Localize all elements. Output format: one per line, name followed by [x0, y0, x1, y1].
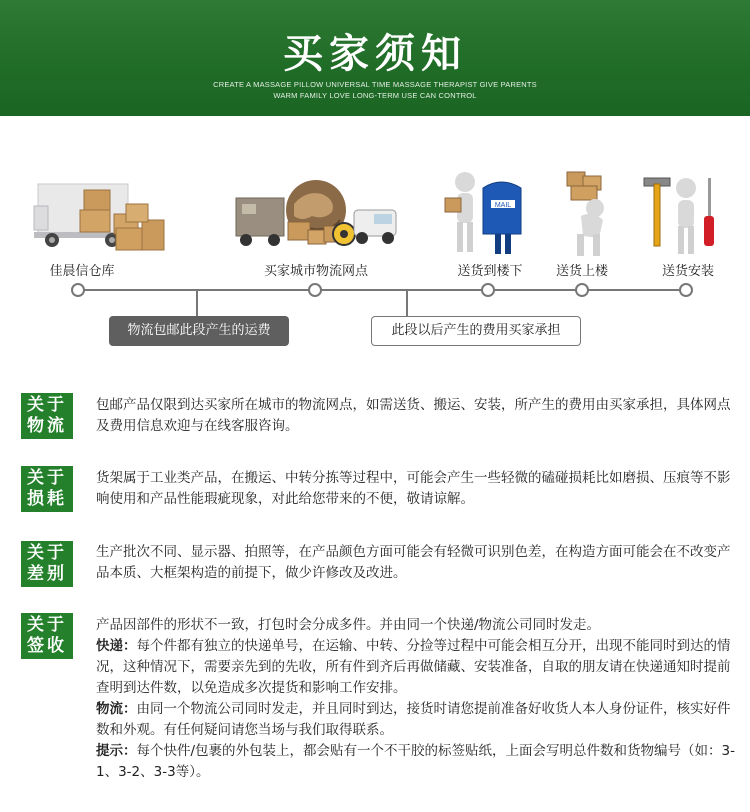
- timeline-dot-upstairs: [575, 283, 589, 297]
- timeline-dot-install: [679, 283, 693, 297]
- badge-signing: [21, 613, 73, 659]
- note-signing-intro: 产品因部件的形状不一致，打包时会分成多件。并由同一个快递/物流公司同时发走。: [96, 617, 601, 633]
- note-difference-text: 生产批次不同、显示器、拍照等，在产品颜色方面可能会有轻微可识别色差，在构造方面可能会在不改变产品本质、大框架构造的前提下，做少许修改及改进。: [96, 544, 731, 581]
- stage-label-warehouse: 佳晨信仓库: [49, 264, 115, 279]
- tip-label: 提示：: [96, 743, 137, 759]
- express-text: 每个件都有独立的快递单号，在运输、中转、分捡等过程中可能会相互分开，出现不能同时到达的情况，这种情况下，需要亲先到的先收，所有件到齐后再做储藏、安装准备，自取的朋友请在快递通知时提前查明到达件数，以免造成多次提货和影响工作安排。: [96, 638, 731, 696]
- badge-top-text: 关于: [27, 395, 67, 415]
- note-difference: [96, 542, 736, 584]
- stage-label-deliver-upstairs: 送货上楼: [555, 264, 608, 279]
- timeline-line: [78, 289, 686, 291]
- note-damage: [96, 468, 736, 510]
- figure-carrying-boxes-icon: [555, 168, 625, 260]
- buyer-pays-callout: 此段以后产生的费用买家承担: [371, 316, 581, 346]
- note-signing-tip: [96, 741, 736, 783]
- stage-label-city-logistics-point: 买家城市物流网点: [263, 264, 368, 279]
- timeline-dot-warehouse: [71, 283, 85, 297]
- stage-label-deliver-downstairs: 送货到楼下: [457, 264, 523, 279]
- note-logistics: [96, 395, 736, 437]
- badge-difference: [21, 541, 73, 587]
- logistics-label: 物流：: [96, 701, 137, 717]
- timeline-dot-city-logistics: [308, 283, 322, 297]
- callout-connector-left: [196, 290, 198, 317]
- banner-subtitle-line1: CREATE A MASSAGE PILLOW UNIVERSAL TIME MASSAGE THERAPIST GIVE PARENTS: [213, 80, 537, 89]
- note-damage-text: 货架属于工业类产品，在搬运、中转分拣等过程中，可能会产生一些轻微的磕碰损耗比如磨损、压痕等不影响使用和产品性能瑕疵现象，对此给您带来的不便，敬请谅解。: [96, 470, 731, 507]
- figure-tools-icon: [640, 170, 720, 260]
- badge-bottom-text: 物流: [27, 416, 67, 436]
- note-logistics-text: 包邮产品仅限到达买家所在城市的物流网点，如需送货、搬运、安装，所产生的费用由买家承担，具体网点及费用信息欢迎与在线客服咨询。: [96, 397, 731, 434]
- free-shipping-callout: 物流包邮此段产生的运费: [109, 316, 289, 346]
- badge-bottom-text: 损耗: [27, 489, 67, 509]
- badge-damage: [21, 466, 73, 512]
- express-label: 快递：: [96, 638, 137, 654]
- tip-text: 每个快件/包裹的外包装上，都会贴有一个不干胶的标签贴纸，上面会写明总件数和货物编号（如：3-1、3-2、3-3等）。: [96, 743, 736, 780]
- globe-logistics-icon: [232, 176, 402, 256]
- header-banner: [0, 0, 750, 116]
- badge-bottom-text: 差别: [27, 564, 67, 584]
- badge-bottom-text: 签收: [27, 636, 67, 656]
- callout-connector-right: [406, 290, 408, 317]
- badge-top-text: 关于: [27, 615, 67, 635]
- badge-logistics: [21, 393, 73, 439]
- timeline-dot-downstairs: [481, 283, 495, 297]
- delivery-truck-boxes-icon: [30, 176, 170, 256]
- banner-subtitle-line2: WARM FAMILY LOVE LONG-TERM USE CAN CONTROL: [273, 91, 477, 100]
- logistics-text: 由同一个物流公司同时发走，并且同时到达，接货时请您提前准备好收货人本人身份证件，核实好件数和外观。有任何疑问请您当场与我们取得联系。: [96, 701, 731, 738]
- note-signing-logistics: [96, 699, 736, 741]
- note-signing: [96, 615, 736, 783]
- page-title: 买家须知: [283, 31, 467, 77]
- badge-top-text: 关于: [27, 543, 67, 563]
- note-signing-express: [96, 636, 736, 699]
- figure-mailbox-icon: [443, 168, 533, 260]
- svg-text:MAIL: MAIL: [494, 202, 512, 209]
- badge-top-text: 关于: [27, 468, 67, 488]
- stage-label-delivery-install: 送货安装: [661, 264, 714, 279]
